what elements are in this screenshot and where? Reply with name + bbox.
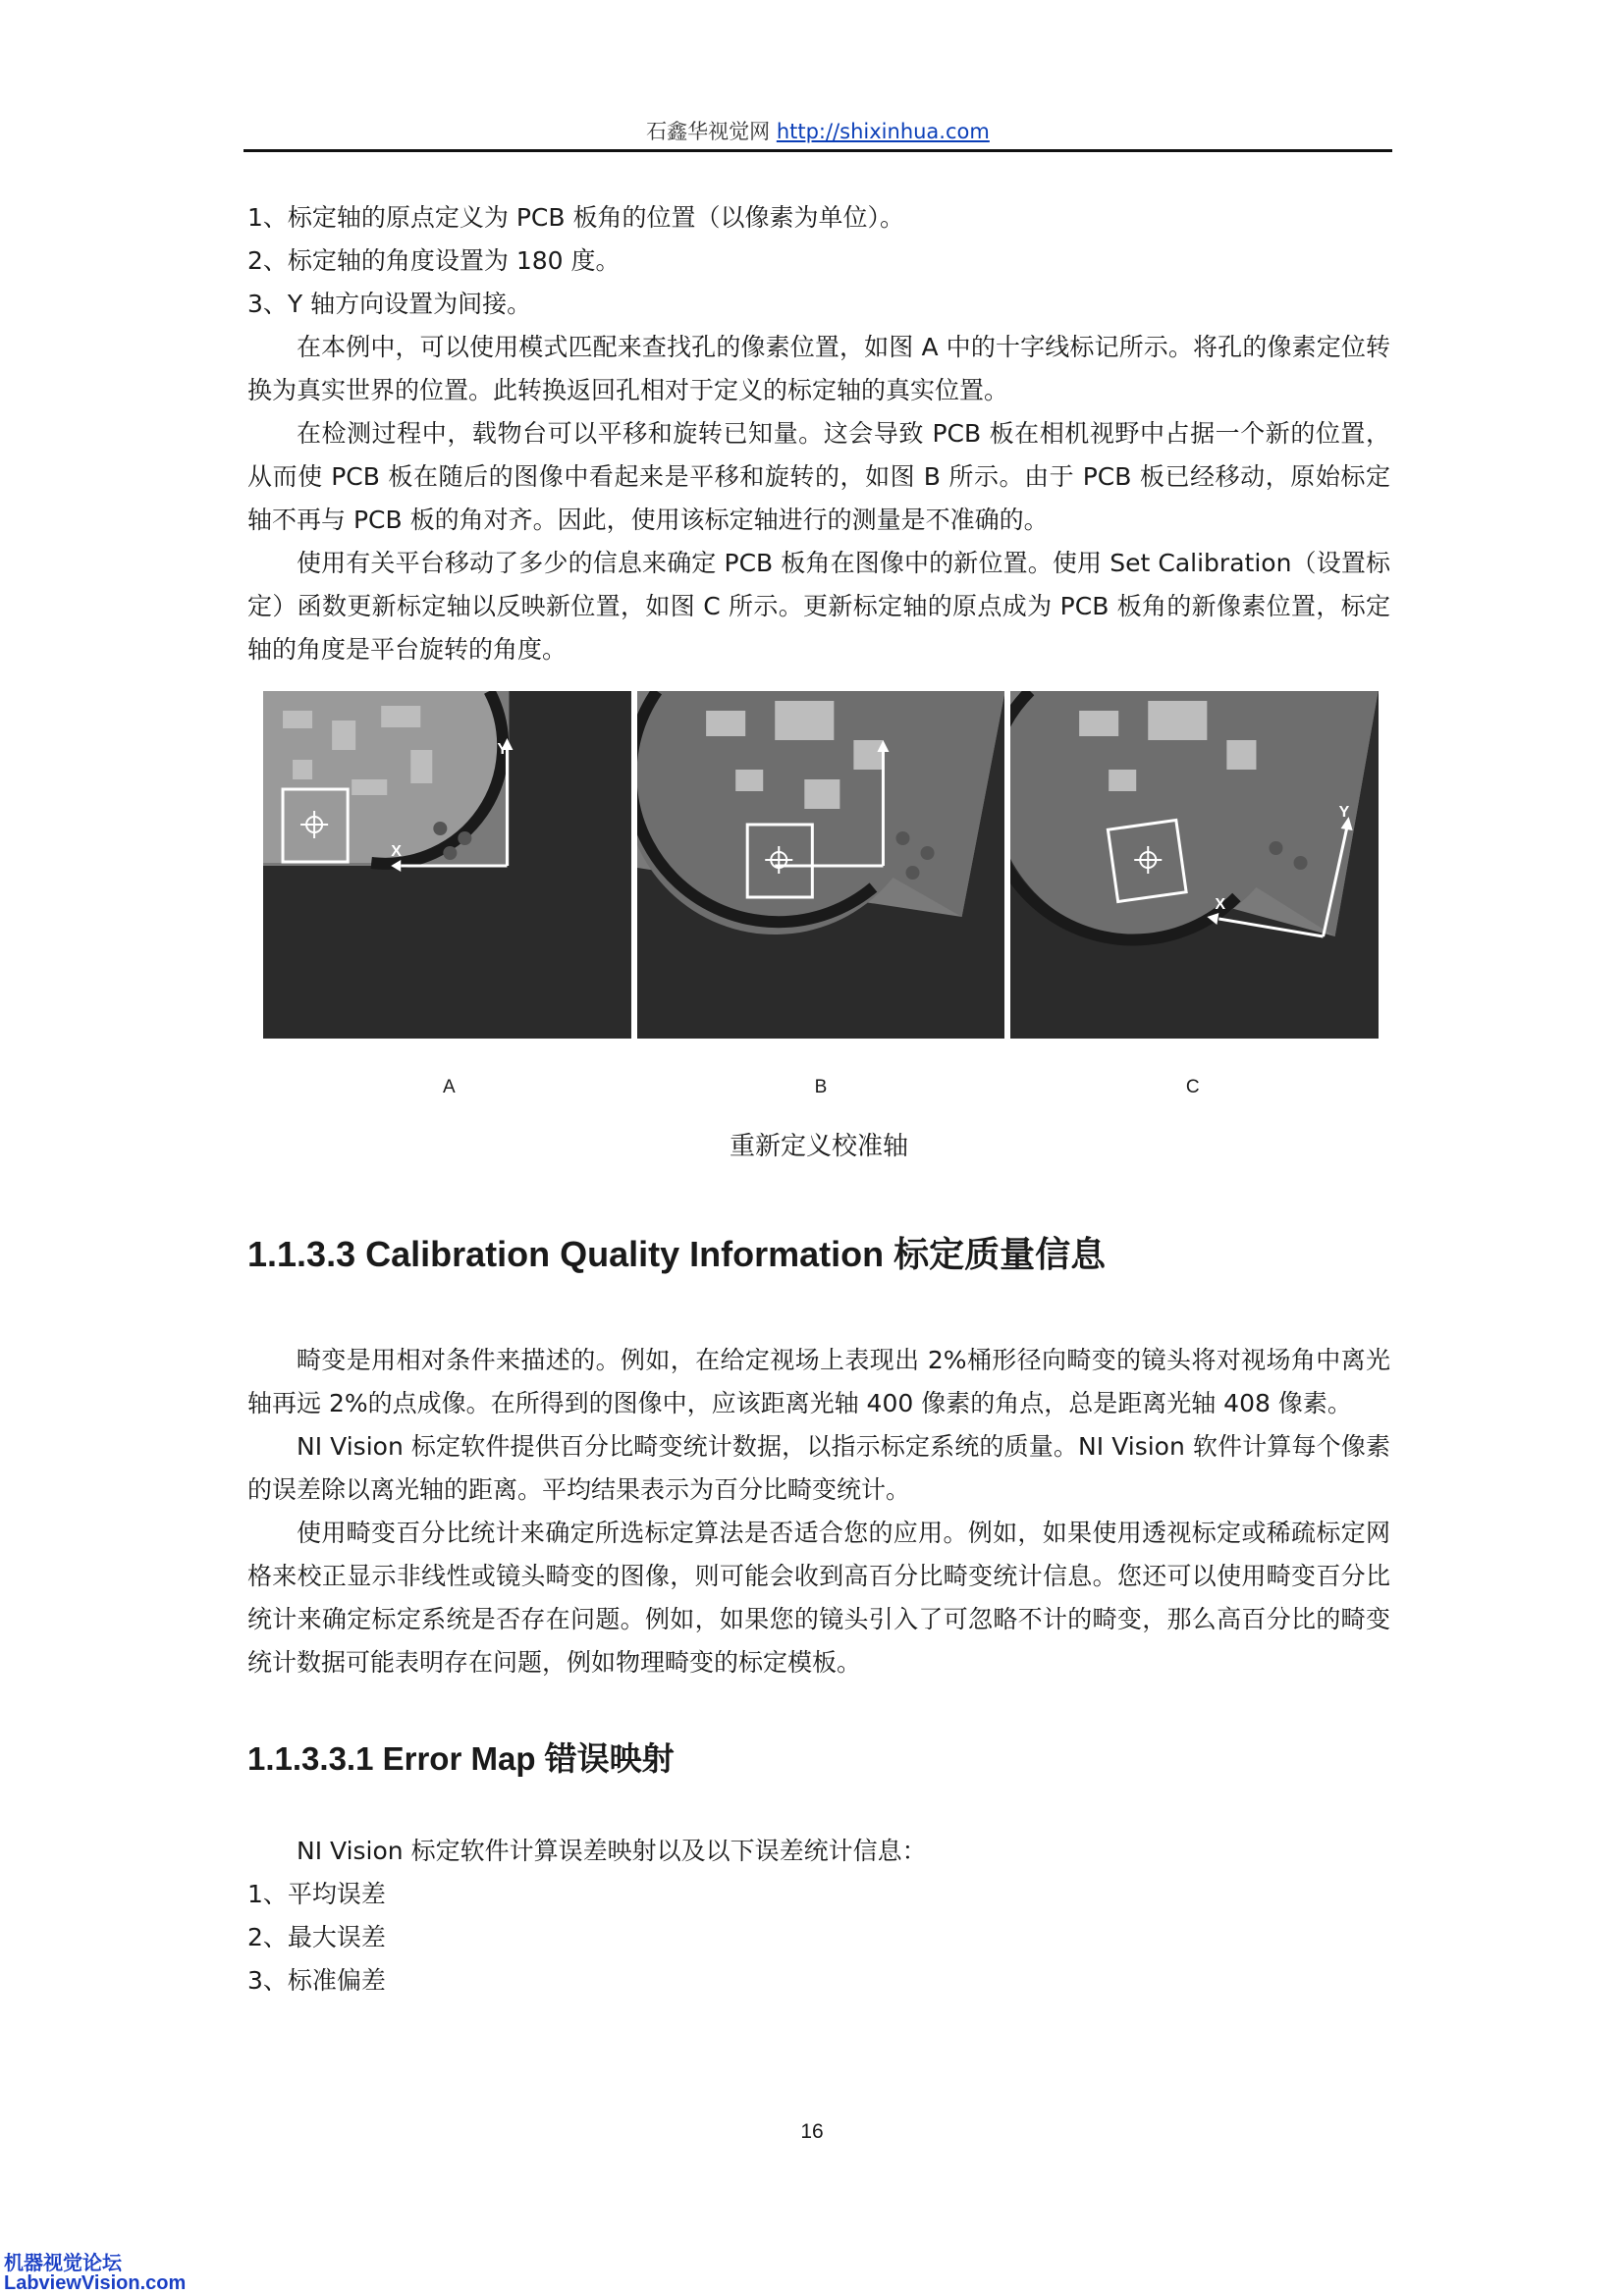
list-item: 1、平均误差	[247, 1880, 386, 1908]
forum-watermark	[4, 2254, 186, 2293]
list-item: 2、标定轴的角度设置为 180 度。	[247, 246, 621, 275]
list-item: 3、Y 轴方向设置为间接。	[247, 290, 532, 318]
figure-panel-labels	[263, 1066, 1379, 1109]
paragraph: 畸变是用相对条件来描述的。例如，在给定视场上表现出 2%桶形径向畸变的镜头将对视场角中离光轴再远 2%的点成像。在所得到的图像中，应该距离光轴 400 像素的角点，总是距离光轴 408 像素。	[247, 1346, 1390, 1417]
pcb-image-b	[637, 691, 1005, 1039]
list-item: 3、标准偏差	[247, 1966, 386, 1995]
paragraph: 在本例中，可以使用模式匹配来查找孔的像素位置，如图 A 中的十字线标记所示。将孔的像素定位转换为真实世界的位置。此转换返回孔相对于定义的标定轴的真实位置。	[247, 333, 1390, 404]
header-rule	[244, 149, 1392, 152]
page-header	[244, 116, 1392, 145]
paragraph: 在检测过程中，载物台可以平移和旋转已知量。这会导致 PCB 板在相机视野中占据一个新的位置，从而使 PCB 板在随后的图像中看起来是平移和旋转的，如图 B 所示。由于 PCB 板已经移动，原始标定轴不再与 PCB 板的角对齐。因此，使用该标定轴进行的测量是不准确的。	[247, 419, 1390, 534]
page-number: 16	[800, 2120, 824, 2143]
list-item: 1、标定轴的原点定义为 PCB 板角的位置（以像素为单位）。	[247, 203, 904, 232]
x-axis-label: X	[1215, 896, 1226, 913]
panel-label-a: A	[442, 1077, 456, 1097]
paragraph: NI Vision 标定软件提供百分比畸变统计数据，以指示标定系统的质量。NI Vision 软件计算每个像素的误差除以离光轴的距离。平均结果表示为百分比畸变统计。	[247, 1432, 1390, 1504]
y-axis-label: Y	[497, 741, 509, 758]
pcb-image-a	[263, 691, 631, 1039]
header-link[interactable]: http://shixinhua.com	[776, 120, 990, 143]
pcb-figure	[263, 691, 1379, 1039]
y-axis-label: Y	[1338, 804, 1350, 821]
paragraph: NI Vision 标定软件计算误差映射以及以下误差统计信息：	[297, 1837, 927, 1865]
document-body	[247, 196, 1390, 2002]
watermark-line: 机器视觉论坛	[4, 2253, 122, 2274]
x-axis-label: X	[391, 843, 402, 860]
list-item: 2、最大误差	[247, 1923, 386, 1951]
header-site-name: 石鑫华视觉网	[646, 120, 771, 143]
paragraph: 使用有关平台移动了多少的信息来确定 PCB 板角在图像中的新位置。使用 Set Calibration（设置标定）函数更新标定轴以反映新位置，如图 C 所示。更新标定轴的原点成为 PCB 板角的新像素位置，标定轴的角度是平台旋转的角度。	[247, 549, 1390, 664]
section-heading: 1.1.3.3 Calibration Quality Information 标定质量信息	[247, 1234, 1107, 1274]
paragraph: 使用畸变百分比统计来确定所选标定算法是否适合您的应用。例如，如果使用透视标定或稀疏标定网格来校正显示非线性或镜头畸变的图像，则可能会收到高百分比畸变统计信息。您还可以使用畸变百分比统计来确定标定系统是否存在问题。例如，如果您的镜头引入了可忽略不计的畸变，那么高百分比的畸变统计数据可能表明存在问题，例如物理畸变的标定模板。	[247, 1519, 1390, 1677]
watermark-line: LabviewVision.com	[4, 2272, 187, 2294]
panel-label-c: C	[1185, 1077, 1200, 1097]
panel-label-b: B	[814, 1077, 828, 1097]
pcb-image-c	[1010, 691, 1379, 1039]
figure-caption: 重新定义校准轴	[729, 1132, 908, 1161]
subsection-heading: 1.1.3.3.1 Error Map 错误映射	[247, 1740, 675, 1777]
